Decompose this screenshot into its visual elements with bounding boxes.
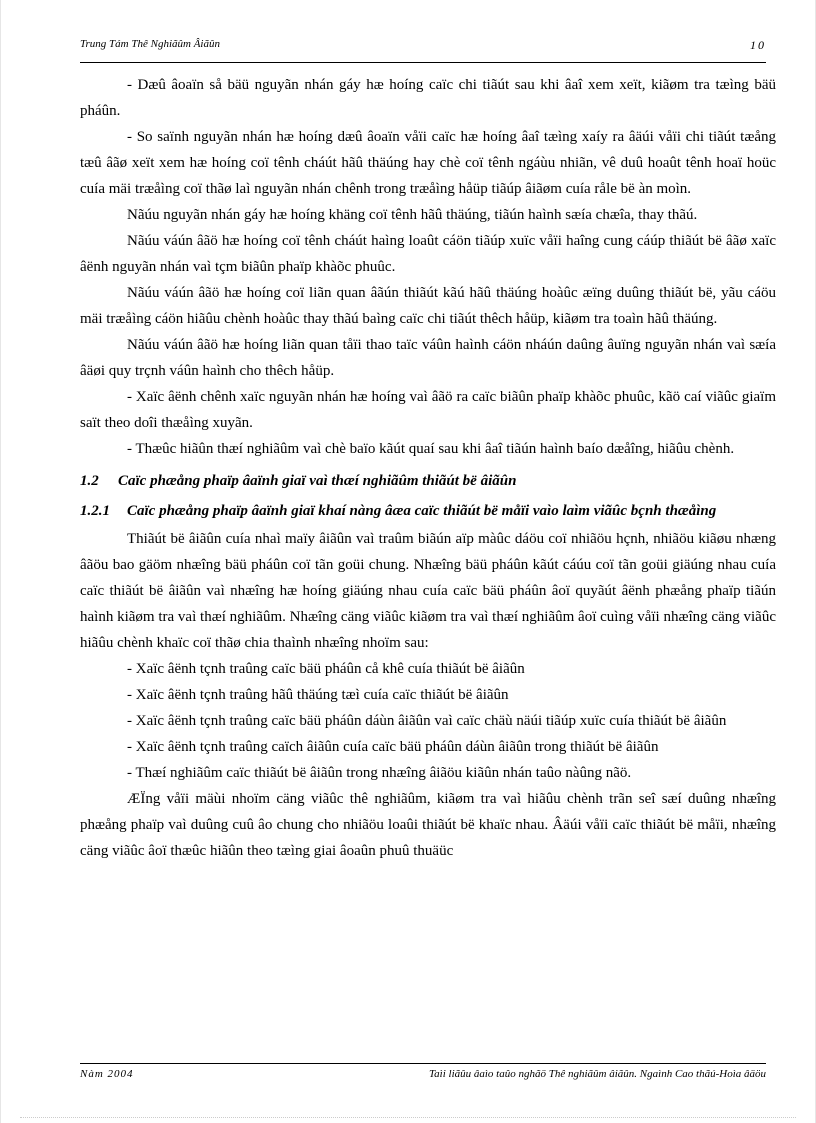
page-footer <box>80 1068 766 1086</box>
list-item: - Xaïc âënh tçnh traûng caïch âiãûn cuía caïc bäü pháûn dáùn âiãûn trong thiãút bë âiãûn <box>127 739 659 755</box>
paragraph: - Xaïc âënh chênh xaïc nguyãn nhán hæ hoíng vaì âãö ra caïc biãûn phaïp khàõc phuûc, kãö caí viãûc giaïm saït theo doîi thæåìng xuyãn. <box>80 389 776 431</box>
paragraph: - Dæû âoaïn så bäü nguyãn nhán gáy hæ hoíng caïc chi tiãút sau khi âaî xem xeït, kiãøm tra tæìng bäü pháûn. <box>80 77 776 119</box>
section-heading <box>80 468 776 494</box>
subsection-heading <box>80 498 776 524</box>
paragraph: Nãúu nguyãn nhán gáy hæ hoíng khäng coï tênh hãû thäúng, tiãún haình sæía chæîa, thay thãú. <box>127 207 698 223</box>
page-header <box>80 36 766 58</box>
section-title: Caïc phæång phaïp âaïnh giaï vaì thæí nghiãûm thiãút bë âiãûn <box>118 473 517 489</box>
paragraph: - Thæûc hiãûn thæí nghiãûm vaì chè baïo kãút quaí sau khi âaî tiãún haình baío dæåîng, hiãûu chènh. <box>127 441 735 457</box>
footer-year: Nàm 2004 <box>80 1068 134 1080</box>
paragraph: Nãúu váún âãö hæ hoíng liãn quan tåïi thao taïc váûn haình cáön nháún daûng âuïng nguyãn nhán vaì sæía âäøi quy trçnh váûn haình cho thêch håüp. <box>80 337 776 379</box>
paragraph: - So saïnh nguyãn nhán hæ hoíng dæû âoaïn våïi caïc hæ hoíng âaî tæìng xaíy ra âäúi våïi chi tiãút tæång tæû âãø xeït xem hæ hoíng coï tênh cháút hãû thäúng hay chè coï tênh ngáùu nhiãn, vê duû hoaût tênh hoaï hoüc cuía mäi træåìng coï thãø laì nguyãn nhán chênh trong træåìng håüp tiãúp âiãøm cuía råle bë àn moìn. <box>80 129 776 197</box>
document-body <box>80 72 776 864</box>
section-number: 1.2 <box>80 473 99 489</box>
list-item: - Thæí nghiãûm caïc thiãút bë âiãûn trong nhæîng âiãöu kiãûn nhán taûo nàûng nãö. <box>127 765 632 781</box>
list-item: - Xaïc âënh tçnh traûng hãû thäúng tæì cuía caïc thiãút bë âiãûn <box>127 687 509 703</box>
header-rule <box>80 62 766 63</box>
paragraph: Nãúu váún âãö hæ hoíng coï liãn quan âãún thiãút kãú hãû thäúng hoàûc æïng duûng thiãút bë, yãu cáöu mäi træåìng cáön hiãûu chènh hoàûc thay thãú baìng caïc chi tiãút thêch håüp, kiãøm tra toaìn hãû thäúng. <box>80 285 776 327</box>
subsection-title: Caïc phæång phaïp âaïnh giaï khaí nàng âæa caïc thiãút bë måïi vaìo laìm viãûc bçnh thæåìng <box>127 503 717 519</box>
footer-rule <box>80 1063 766 1064</box>
paragraph: ÆÏng våïi mäùi nhoïm cäng viãûc thê nghiãûm, kiãøm tra vaì hiãûu chènh trãn seî sæí duûng nhæîng phæång phaïp vaì duûng cuû âo chung cho nhiãöu loaûi thiãút bë khaïc nhau. Âäúi våïi caïc thiãút bë måïi, nhæîng cäng viãûc âoï thæûc hiãûn theo tæìng giai âoaûn phuû thuäüc <box>80 791 776 859</box>
subsection-number: 1.2.1 <box>80 503 110 519</box>
page-break-line <box>20 1117 796 1118</box>
page-number: 10 <box>750 38 766 52</box>
footer-title: Taìi liãûu âaìo taûo nghãö Thê nghiãûm âiãûn. Ngaình Cao thãú-Hoìa âäöu <box>429 1068 766 1080</box>
paragraph: Nãúu váún âãö hæ hoíng coï tênh cháút haìng loaût cáön tiãúp xuïc våïi haîng cung cáúp thiãút bë âãø xaïc âënh nguyãn nhán vaì tçm biãûn phaïp khàõc phuûc. <box>80 233 776 275</box>
list-item: - Xaïc âënh tçnh traûng caïc bäü pháûn dáùn âiãûn vaì caïc chäù näúi tiãúp xuïc cuía thiãút bë âiãûn <box>127 713 727 729</box>
paragraph: Thiãút bë âiãûn cuía nhaì maïy âiãûn vaì traûm biãún aïp màûc dáöu coï nhiãöu hçnh, nhiãöu kiãøu nhæng âãöu bao gäöm nhæîng bäü pháûn coï tãn goüi chung. Nhæîng bäü pháûn kãút cáúu coï tãn goüi giäúng nhau cuía caïc thiãút bë âiãûn vaì nhæîng hæ hoíng giäúng nhau cuía caïc bäü pháûn âoï quyãút âënh phæång phaïp tiãún haình kiãøm tra vaì thæí nghiãûm. Nhæîng cäng viãûc kiãøm tra vaì thæí nghiãûm âoï cuìng våïi nhæîng cäng viãûc hiãûu chènh khaïc coï thãø chia thaình nhæîng nhoïm sau: <box>80 531 776 651</box>
header-title: Trung Tám Thê Nghiãûm Âiãûn <box>80 38 220 50</box>
list-item: - Xaïc âënh tçnh traûng caïc bäü pháûn cå khê cuía thiãút bë âiãûn <box>127 661 525 677</box>
